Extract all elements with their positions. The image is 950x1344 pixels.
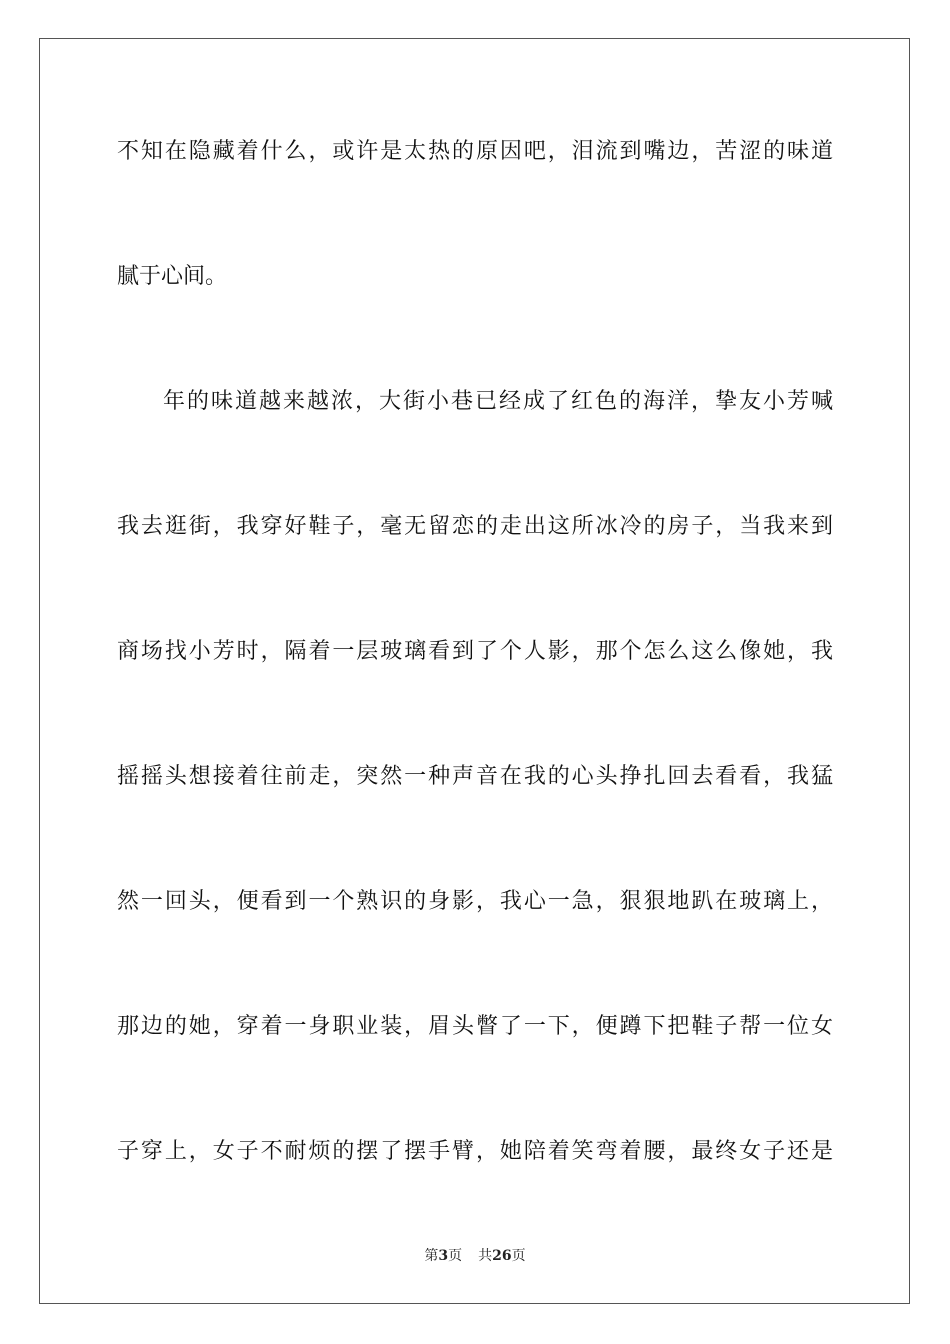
page-frame	[39, 38, 910, 1304]
text-line: 那边的她，穿着一身职业装，眉头瞥了一下，便蹲下把鞋子帮一位女	[117, 1014, 833, 1039]
text-line: 摇摇头想接着往前走，突然一种声音在我的心头挣扎回去看看，我猛	[117, 764, 833, 789]
text-line: 腻于心间。	[117, 264, 228, 289]
text-line: 子穿上，女子不耐烦的摆了摆手臂，她陪着笑弯着腰，最终女子还是	[117, 1139, 833, 1164]
page-footer	[0, 1246, 950, 1266]
text-line: 商场找小芳时，隔着一层玻璃看到了个人影，那个怎么这么像她，我	[117, 639, 833, 664]
total-suffix: 页	[511, 1248, 526, 1264]
text-line: 然一回头，便看到一个熟识的身影，我心一急，狠狠地趴在玻璃上，	[117, 889, 833, 914]
page-number: 3	[438, 1248, 449, 1264]
total-prefix: 共	[478, 1248, 493, 1264]
page-prefix: 第	[424, 1248, 439, 1264]
text-line: 年的味道越来越浓，大街小巷已经成了红色的海洋，挚友小芳喊	[163, 389, 833, 414]
page-suffix: 页	[448, 1248, 463, 1264]
text-line: 不知在隐藏着什么，或许是太热的原因吧，泪流到嘴边，苦涩的味道	[117, 139, 833, 164]
total-pages: 26	[492, 1248, 512, 1264]
text-line: 我去逛街，我穿好鞋子，毫无留恋的走出这所冰冷的房子，当我来到	[117, 514, 833, 539]
